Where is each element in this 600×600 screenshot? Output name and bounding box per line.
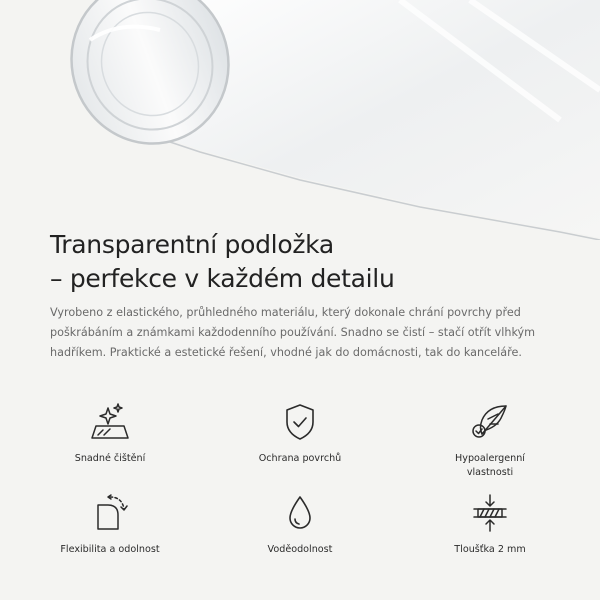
feature-easy-cleaning: [30, 402, 190, 466]
title-line-2: – perfekce v každém detailu: [50, 264, 395, 293]
feature-label: Voděodolnost: [267, 544, 333, 555]
hero-product-image: [0, 0, 600, 240]
feature-surface-protection: [220, 402, 380, 466]
shield-check-icon: [278, 402, 322, 442]
feature-thickness: [410, 493, 570, 557]
feature-hypoallergenic: [410, 402, 570, 480]
feature-label: Tloušťka 2 mm: [454, 544, 526, 555]
description-line-1: Vyrobeno z elastického, průhledného materiálu, který dokonale chrání povrchy před: [50, 306, 521, 319]
feature-label: Ochrana povrchů: [258, 453, 342, 464]
feature-label-line-2: vlastnosti: [466, 467, 514, 478]
sparkle-surface-icon: [88, 402, 132, 442]
title-line-1: Transparentní podložka: [50, 230, 334, 259]
description: [50, 303, 550, 363]
feature-label-line-1: Hypoalergenní: [455, 453, 525, 464]
feature-flexibility: [30, 493, 190, 557]
feature-label: Flexibilita a odolnost: [60, 544, 160, 555]
description-line-2: poškrábáním a známkami každodenního používání. Snadno se čistí – stačí otřít vlhkým: [50, 326, 536, 339]
bend-arrow-icon: [88, 493, 132, 533]
feature-label: Snadné čištění: [74, 453, 146, 464]
page-title: [50, 228, 395, 296]
feature-water-resistance: [220, 493, 380, 557]
thickness-icon: [468, 493, 512, 533]
description-line-3: hadříkem. Praktické a estetické řešení, vhodné jak do domácnosti, tak do kanceláře.: [50, 346, 522, 359]
water-drop-icon: [278, 493, 322, 533]
feature-check-icon: [468, 402, 512, 442]
